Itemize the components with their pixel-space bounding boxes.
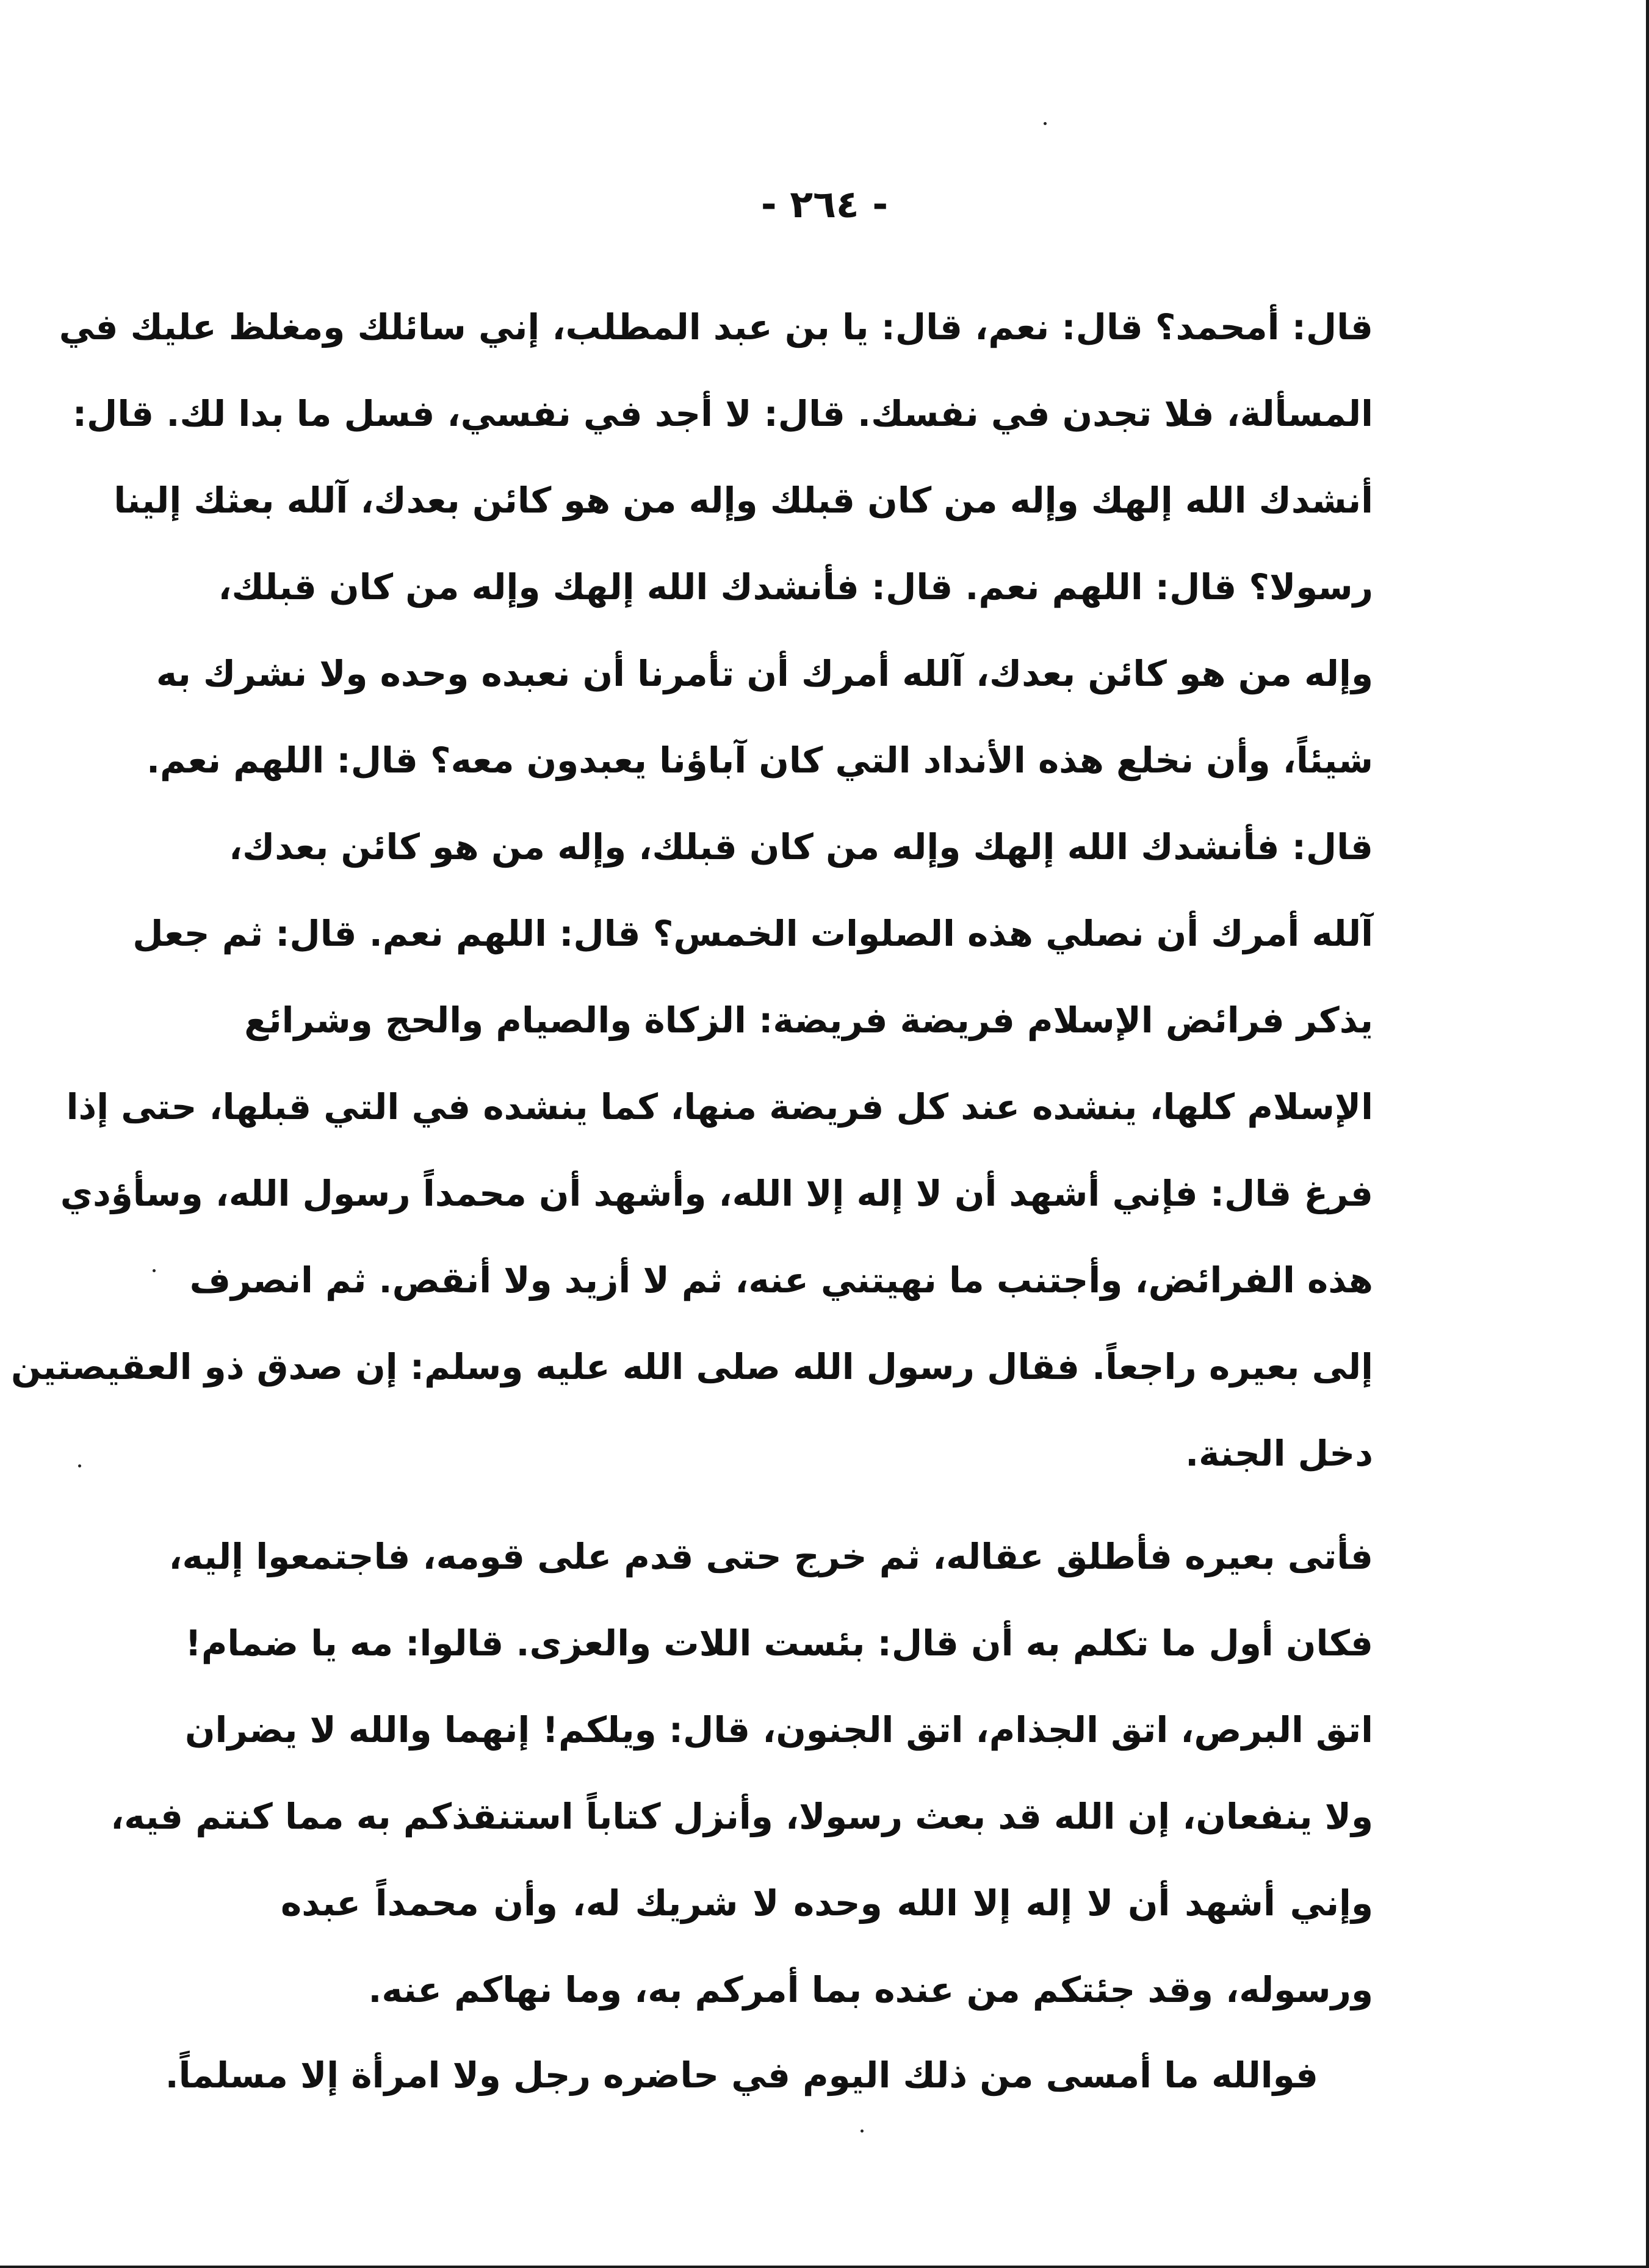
text-line: وإني أشهد أن لا إله إلا الله وحده لا شريك له، وأن محمداً عبده — [281, 1882, 1373, 1924]
text-line: رسولا؟ قال: اللهم نعم. قال: فأنشدك الله إلهك وإله من كان قبلك، — [218, 566, 1373, 608]
text-line: أنشدك الله إلهك وإله من كان قبلك وإله من هو كائن بعدك، آلله بعثك إلينا — [114, 480, 1373, 521]
text-line: قال: فأنشدك الله إلهك وإله من كان قبلك، وإله من هو كائن بعدك، — [229, 826, 1373, 868]
scan-speck — [1044, 122, 1047, 125]
scan-speck — [78, 1464, 81, 1467]
paragraph-1 — [10, 284, 1373, 1498]
text-line: دخل الجنة. — [1185, 1433, 1373, 1474]
text-line: قال: أمحمد؟ قال: نعم، قال: يا بن عبد المطلب، إني سائلك ومغلظ عليك في — [59, 306, 1373, 348]
text-line: هذه الفرائض، وأجتنب ما نهيتني عنه، ثم لا أزيد ولا أنقص. ثم انصرف — [189, 1259, 1373, 1301]
text-line: ولا ينفعان، إن الله قد بعث رسولا، وأنزل كتاباً استنقذكم به مما كنتم فيه، — [110, 1796, 1373, 1837]
text-line: شيئاً، وأن نخلع هذه الأنداد التي كان آباؤنا يعبدون معه؟ قال: اللهم نعم. — [146, 740, 1373, 781]
text-line: فوالله ما أمسى من ذلك اليوم في حاضره رجل ولا امرأة إلا مسلماً. — [165, 2054, 1318, 2096]
text-line: إلى بعيره راجعاً. فقال رسول الله صلى الله عليه وسلم: إن صدق ذو العقيصتين — [10, 1346, 1373, 1388]
text-line: وإله من هو كائن بعدك، آلله أمرك أن تأمرنا أن نعبده وحده ولا نشرك به — [156, 653, 1373, 694]
page-edge-right — [1646, 0, 1649, 2268]
text-line: المسألة، فلا تجدن في نفسك. قال: لا أجد في نفسي، فسل ما بدا لك. قال: — [72, 393, 1373, 434]
page-edge-bottom — [0, 2266, 1649, 2268]
text-line: الإسلام كلها، ينشده عند كل فريضة منها، كما ينشده في التي قبلها، حتى إذا — [66, 1086, 1373, 1128]
text-line: فرغ قال: فإني أشهد أن لا إله إلا الله، وأشهد أن محمداً رسول الله، وسأؤدي — [60, 1173, 1373, 1214]
text-line: يذكر فرائض الإسلام فريضة فريضة: الزكاة والصيام والحج وشرائع — [244, 999, 1373, 1041]
text-line: اتق البرص، اتق الجذام، اتق الجنون، قال: ويلكم! إنهما والله لا يضران — [184, 1709, 1373, 1751]
text-line: آلله أمرك أن نصلي هذه الصلوات الخمس؟ قال: اللهم نعم. قال: ثم جعل — [132, 913, 1373, 954]
scan-speck — [861, 2129, 864, 2133]
scan-speck — [153, 1269, 156, 1272]
page-number: - ٢٦٤ - — [760, 182, 889, 226]
text-line: فأتى بعيره فأطلق عقاله، ثم خرج حتى قدم على قومه، فاجتمعوا إليه، — [168, 1536, 1373, 1577]
paragraph-3 — [165, 2032, 1373, 2119]
paragraph-2 — [110, 1513, 1373, 2038]
text-line: ورسوله، وقد جئتكم من عنده بما أمركم به، وما نهاكم عنه. — [368, 1969, 1373, 2011]
text-line: فكان أول ما تكلم به أن قال: بئست اللات والعزى. قالوا: مه يا ضمام! — [185, 1622, 1373, 1664]
